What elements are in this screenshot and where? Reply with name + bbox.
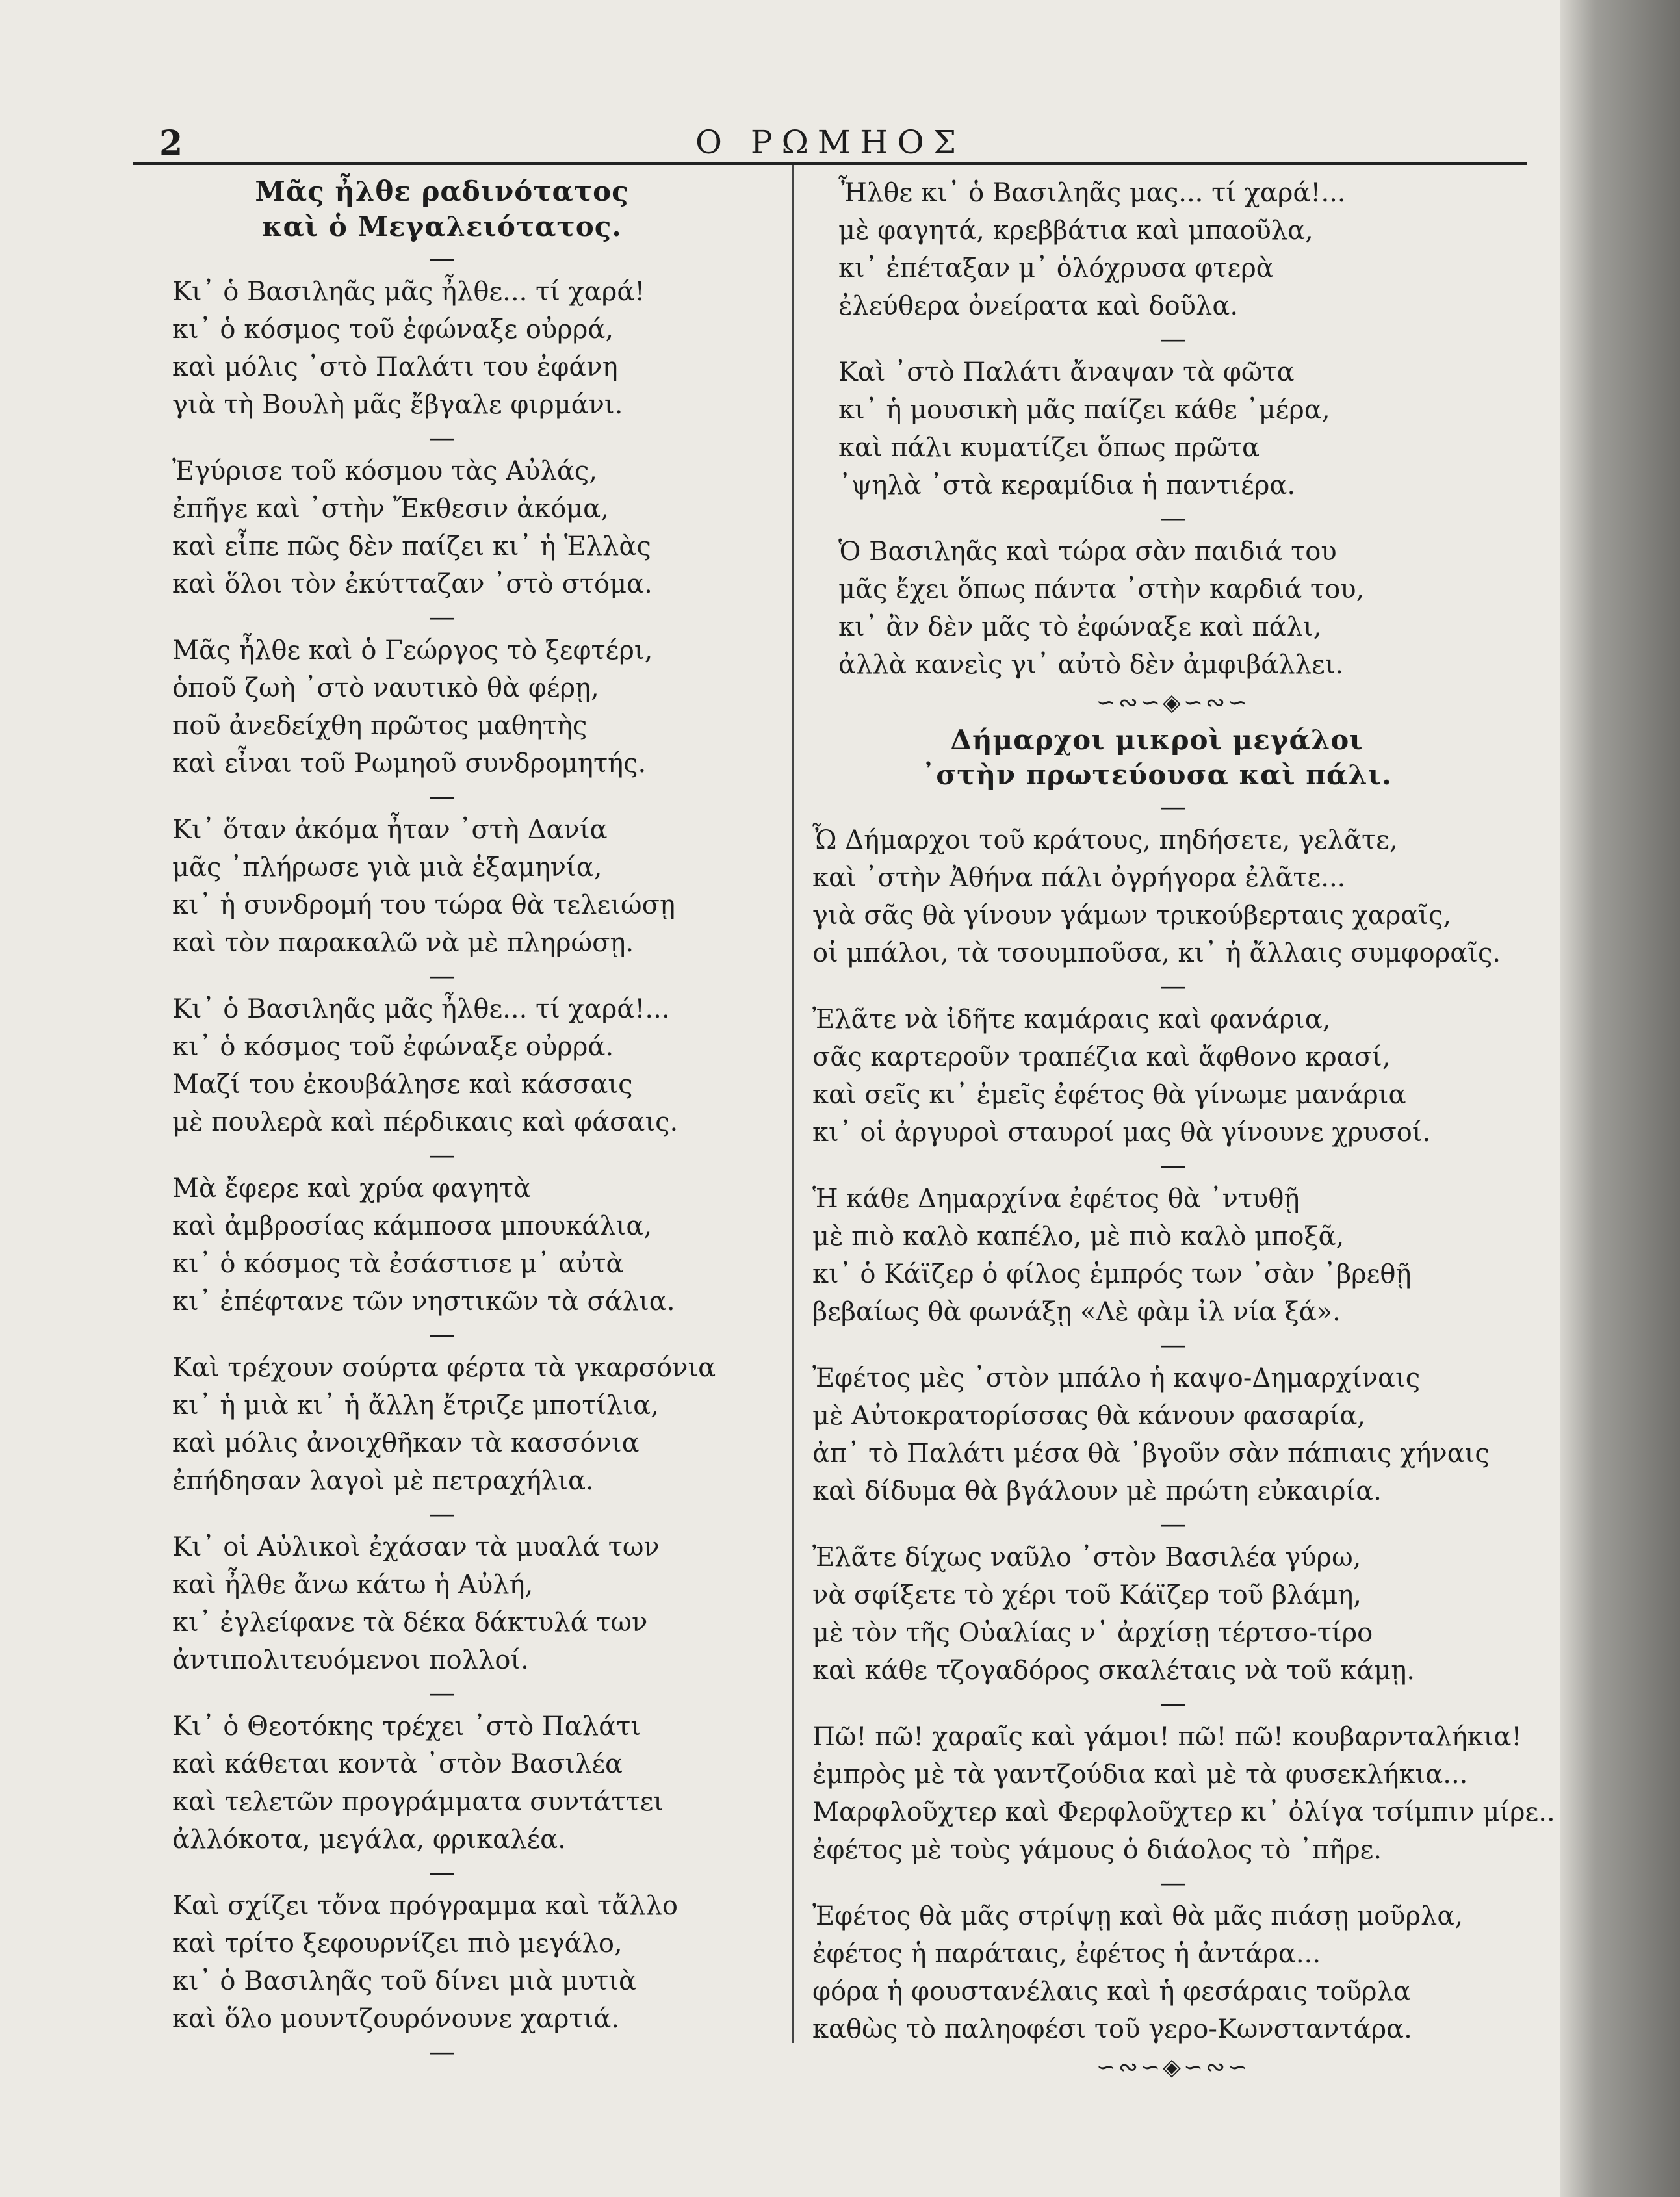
verse-line: γιὰ τὴ Βουλὴ μᾶς ἔβγαλε φιρμάνι. <box>172 390 623 420</box>
stanza-separator: — <box>1160 1868 1186 1898</box>
stanza <box>172 632 712 782</box>
verse-line: γιὰ σᾶς θὰ γίνουν γάμων τρικούβερταις χαραῖς, <box>812 901 1452 931</box>
verse-line: ὁποῦ ζωὴ ᾽στὸ ναυτικὸ θὰ φέρῃ, <box>172 673 599 703</box>
title-line: ᾽στὴν πρωτεύουσα καὶ πάλι. <box>922 759 1392 791</box>
verse-line: Καὶ ᾽στὸ Παλάτι ἄναψαν τὰ φῶτα <box>838 357 1295 387</box>
verse-line: καὶ ὅλοι τὸν ἐκύτταζαν ᾽στὸ στόμα. <box>172 569 653 599</box>
verse-line: Κι᾽ ὁ Βασιληᾶς μᾶς ἦλθε... τί χαρά!... <box>172 994 670 1024</box>
verse-line: Κι᾽ οἱ Αὐλικοὶ ἐχάσαν τὰ μυαλά των <box>172 1532 660 1562</box>
verse-line: Κι᾽ ὁ Βασιληᾶς μᾶς ἦλθε... τί χαρά! <box>172 277 645 307</box>
verse-line: μὲ τὸν τῆς Οὐαλίας ν᾽ ἀρχίσῃ τέρτσο-τίρο <box>812 1618 1373 1648</box>
verse-line: ἀντιπολιτευόμενοι πολλοί. <box>172 1645 529 1675</box>
title-line: Δήμαρχοι μικροὶ μεγάλοι <box>950 724 1363 756</box>
stanza-separator: — <box>429 602 455 632</box>
masthead-title: Ο ΡΩΜΗΟΣ <box>695 123 966 161</box>
verse-line: νὰ σφίξετε τὸ χέρι τοῦ Κάϊζερ τοῦ βλάμη, <box>812 1580 1362 1610</box>
stanza-separator: — <box>429 2037 455 2067</box>
verse-line: κι᾽ ἐπέφτανε τῶν νηστικῶν τὰ σάλια. <box>172 1287 675 1317</box>
stanza <box>812 1359 1534 1510</box>
stanza-separator: — <box>1160 1330 1186 1360</box>
verse-line: ἀπ᾽ τὸ Παλάτι μέσα θὰ ᾽βγοῦν σὰν πάπιαις χήναις <box>812 1439 1490 1469</box>
verse-line: ἐφέτος μὲ τοὺς γάμους ὁ διάολος τὸ ᾽πῆρε. <box>812 1835 1382 1865</box>
verse-line: Ἐφέτος θὰ μᾶς στρίψῃ καὶ θὰ μᾶς πιάσῃ μοῦρλα, <box>812 1901 1464 1931</box>
verse-line: μὲ Αὐτοκρατορίσσας θὰ κάνουν φασαρία, <box>812 1401 1366 1431</box>
stanza <box>172 452 712 603</box>
stanza-separator: — <box>429 423 455 453</box>
verse-line: ἐλεύθερα ὀνείρατα καὶ δοῦλα. <box>838 291 1239 321</box>
stanza-separator: — <box>429 961 455 991</box>
stanza-separator: — <box>429 1499 455 1529</box>
left-column <box>172 174 716 2067</box>
stanza <box>838 533 1534 684</box>
verse-line: καὶ μόλις ἀνοιχθῆκαν τὰ κασσόνια <box>172 1428 640 1458</box>
verse-line: καὶ ᾽στὴν Ἀθήνα πάλι ὀγρήγορα ἐλᾶτε... <box>812 863 1346 893</box>
verse-line: κι᾽ ὁ κόσμος τὰ ἐσάστισε μ᾽ αὐτὰ <box>172 1249 624 1279</box>
header-rule <box>133 162 1527 165</box>
verse-line: Καὶ τρέχουν σούρτα φέρτα τὰ γκαρσόνια <box>172 1353 716 1383</box>
verse-line: ἐπῆγε καὶ ᾽στὴν Ἔκθεσιν ἀκόμα, <box>172 494 609 524</box>
verse-line: κι᾽ οἱ ἀργυροὶ σταυροί μας θὰ γίνουνε χρυσοί. <box>812 1118 1431 1148</box>
stanza-separator: — <box>429 782 455 812</box>
stanza <box>172 1528 712 1679</box>
stanza-separator: — <box>1160 1689 1186 1719</box>
verse-line: Ἡ κάθε Δημαρχίνα ἐφέτος θὰ ᾽ντυθῇ <box>812 1184 1300 1214</box>
verse-line: ἐμπρὸς μὲ τὰ γαντζούδια καὶ μὲ τὰ φυσεκλήκια... <box>812 1760 1468 1790</box>
poem-title-right <box>864 723 1449 793</box>
verse-line: ἀλλόκοτα, μεγάλα, φρικαλέα. <box>172 1825 566 1855</box>
verse-line: καὶ εἶπε πῶς δὲν παίζει κι᾽ ἡ Ἑλλὰς <box>172 532 651 561</box>
verse-line: Ἦλθε κι᾽ ὁ Βασιληᾶς μας... τί χαρά!... <box>838 178 1346 208</box>
verse-line: Μαρφλοῦχτερ καὶ Φερφλοῦχτερ κι᾽ ὀλίγα τσίμπιν μίρε.. <box>812 1797 1555 1827</box>
stanza-separator: — <box>1160 1151 1186 1181</box>
stanza <box>172 990 712 1141</box>
verse-line: καὶ ἀμβροσίας κάμποσα μπουκάλια, <box>172 1211 653 1241</box>
verse-line: Καὶ σχίζει τὄνα πρόγραμμα καὶ τἄλλο <box>172 1891 678 1921</box>
verse-line: μᾶς ἔχει ὅπως πάντα ᾽στὴν καρδιά του, <box>838 574 1365 604</box>
ornament-divider: ∽∾∽◈∽∾∽ <box>1096 2054 1250 2081</box>
stanza <box>812 1539 1534 1690</box>
verse-line: κι᾽ ἂν δὲν μᾶς τὸ ἐφώναξε καὶ πάλι, <box>838 612 1322 642</box>
verse-line: καὶ μόλις ᾽στὸ Παλάτι του ἐφάνη <box>172 352 618 382</box>
stanza <box>172 1349 716 1500</box>
verse-line: καὶ εἶναι τοῦ Ρωμηοῦ συνδρομητής. <box>172 749 647 778</box>
verse-line: Μὰ ἔφερε καὶ χρύα φαγητὰ <box>172 1174 532 1203</box>
verse-line: ποῦ ἀνεδείχθη πρῶτος μαθητὴς <box>172 711 588 741</box>
ornament-divider: ∽∾∽◈∽∾∽ <box>1096 689 1250 716</box>
poem-title-left <box>172 174 712 244</box>
verse-line: καὶ ἦλθε ἄνω κάτω ἡ Αὐλή, <box>172 1570 534 1600</box>
verse-line: Ἐλᾶτε δίχως ναῦλο ᾽στὸν Βασιλέα γύρω, <box>812 1543 1362 1573</box>
verse-line: καὶ δίδυμα θὰ βγάλουν μὲ πρώτη εὐκαιρία. <box>812 1476 1382 1506</box>
stanza-separator: — <box>429 1140 455 1170</box>
verse-line: Ὦ Δήμαρχοι τοῦ κράτους, πηδήσετε, γελᾶτε, <box>812 825 1398 855</box>
verse-line: Ἐφέτος μὲς ᾽στὸν μπάλο ἡ καψο-Δημαρχίναις <box>812 1363 1421 1393</box>
verse-line: σᾶς καρτεροῦν τραπέζια καὶ ἄφθονο κρασί, <box>812 1042 1391 1072</box>
verse-line: κι᾽ ὁ κόσμος τοῦ ἐφώναξε οὐρρά, <box>172 315 614 344</box>
stanza <box>838 174 1534 325</box>
verse-line: κι᾽ ἡ μουσικὴ μᾶς παίζει κάθε ᾽μέρα, <box>838 395 1330 425</box>
stanza-separator: — <box>1160 971 1186 1001</box>
verse-line: καθὼς τὸ παληοφέσι τοῦ γερο-Κωνσταντάρα. <box>812 2014 1412 2044</box>
verse-line: Ὁ Βασιληᾶς καὶ τώρα σὰν παιδιά του <box>838 537 1337 567</box>
verse-line: καὶ ὅλο μουντζουρόνουνε χαρτιά. <box>172 2004 619 2034</box>
verse-line: μᾶς ᾽πλήρωσε γιὰ μιὰ ἑξαμηνία, <box>172 853 602 882</box>
verse-line: καὶ κάθεται κοντὰ ᾽στὸν Βασιλέα <box>172 1749 623 1779</box>
verse-line: καὶ κάθε τζογαδόρος σκαλέταις νὰ τοῦ κάμῃ. <box>812 1656 1415 1686</box>
verse-line: κι᾽ ἐπέταξαν μ᾽ ὁλόχρυσα φτερὰ <box>838 253 1274 283</box>
verse-line: οἱ μπάλοι, τὰ τσουμποῦσα, κι᾽ ἡ ἄλλαις συμφοραῖς. <box>812 938 1501 968</box>
verse-line: κι᾽ ἐγλείφανε τὰ δέκα δάκτυλά των <box>172 1608 648 1638</box>
stanza-separator: — <box>429 1858 455 1888</box>
verse-line: βεβαίως θὰ φωνάξῃ «Λὲ φὰμ ἰλ νία ξά». <box>812 1297 1341 1327</box>
verse-line: ἐπήδησαν λαγοὶ μὲ πετραχήλια. <box>172 1466 594 1496</box>
stanza-separator: — <box>1160 1510 1186 1539</box>
stanza-separator: — <box>429 1320 455 1350</box>
page-number: 2 <box>159 123 183 163</box>
verse-line: καὶ τὸν παρακαλῶ νὰ μὲ πληρώσῃ. <box>172 928 634 958</box>
stanza-separator: — <box>429 1678 455 1708</box>
verse-line: καὶ σεῖς κι᾽ ἐμεῖς ἐφέτος θὰ γίνωμε μανάρια <box>812 1080 1406 1110</box>
verse-line: κι᾽ ἡ μιὰ κι᾽ ἡ ἄλλη ἔτριζε μποτίλια, <box>172 1391 659 1420</box>
verse-line: Κι᾽ ὁ Θεοτόκης τρέχει ᾽στὸ Παλάτι <box>172 1712 641 1741</box>
stanza <box>812 1897 1534 2048</box>
verse-line: καὶ τελετῶν προγράμματα συντάττει <box>172 1787 664 1817</box>
title-line: Μᾶς ἦλθε ραδινότατος <box>255 175 629 207</box>
verse-line: κι᾽ ἡ συνδρομή του τώρα θὰ τελειώσῃ <box>172 890 675 920</box>
page-edge-shadow <box>1560 0 1680 2197</box>
verse-line: Μᾶς ἦλθε καὶ ὁ Γεώργος τὸ ξεφτέρι, <box>172 636 653 665</box>
stanza-separator: — <box>1160 504 1186 533</box>
verse-line: Ἐλᾶτε νὰ ἰδῆτε καμάραις καὶ φανάρια, <box>812 1005 1331 1034</box>
stanza <box>172 1170 712 1320</box>
page-header <box>133 110 1527 162</box>
right-column <box>812 174 1555 2087</box>
verse-line: Πῶ! πῶ! χαραῖς καὶ γάμοι! πῶ! πῶ! κουβαρνταλήκια! <box>812 1722 1522 1752</box>
verse-line: κι᾽ ὁ κόσμος τοῦ ἐφώναξε οὐρρά. <box>172 1032 614 1062</box>
stanza <box>812 1001 1534 1151</box>
stanza <box>172 273 712 424</box>
stanza <box>172 1887 712 2038</box>
verse-line: Μαζί του ἐκουβάλησε καὶ κάσσαις <box>172 1070 633 1099</box>
column-divider <box>792 165 794 2043</box>
verse-line: καὶ τρίτο ξεφουρνίζει πιὸ μεγάλο, <box>172 1929 623 1959</box>
verse-line: μὲ πιὸ καλὸ καπέλο, μὲ πιὸ καλὸ μποξᾶ, <box>812 1222 1345 1252</box>
stanza <box>812 1180 1534 1331</box>
stanza <box>838 353 1534 504</box>
stanza-separator: — <box>1160 324 1186 354</box>
verse-line: καὶ πάλι κυματίζει ὅπως πρῶτα <box>838 433 1260 463</box>
title-line: καὶ ὁ Μεγαλειότατος. <box>262 211 622 242</box>
verse-line: μὲ φαγητά, κρεββάτια καὶ μπαοῦλα, <box>838 216 1313 246</box>
verse-line: ᾽ψηλὰ ᾽στὰ κεραμίδια ἡ παντιέρα. <box>838 470 1296 500</box>
stanza <box>172 1708 712 1858</box>
verse-line: φόρα ἡ φουστανέλαις καὶ ἡ φεσάραις τοῦρλα <box>812 1977 1411 2007</box>
verse-line: Ἐγύρισε τοῦ κόσμου τὰς Αὐλάς, <box>172 456 597 486</box>
verse-line: κι᾽ ὁ Βασιληᾶς τοῦ δίνει μιὰ μυτιὰ <box>172 1966 637 1996</box>
verse-line: κι᾽ ὁ Κάϊζερ ὁ φίλος ἐμπρός των ᾽σὰν ᾽βρεθῇ <box>812 1259 1412 1289</box>
stanza-separator: — <box>429 244 455 274</box>
verse-line: ἀλλὰ κανεὶς γι᾽ αὐτὸ δὲν ἀμφιβάλλει. <box>838 650 1344 680</box>
verse-line: μὲ πουλερὰ καὶ πέρδικαις καὶ φάσαις. <box>172 1107 678 1137</box>
verse-line: ἐφέτος ἡ παράταις, ἐφέτος ἡ ἀντάρα... <box>812 1939 1321 1969</box>
stanza-separator: — <box>1160 792 1186 822</box>
stanza <box>812 1718 1555 1869</box>
stanza <box>812 821 1534 972</box>
stanza <box>172 811 712 962</box>
verse-line: Κι᾽ ὅταν ἀκόμα ἦταν ᾽στὴ Δανία <box>172 815 608 845</box>
